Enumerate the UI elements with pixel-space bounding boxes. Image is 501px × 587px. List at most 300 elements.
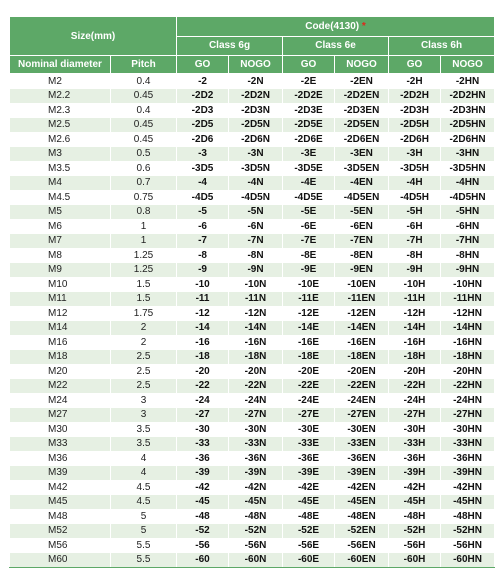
nominal-diameter-cell: M33: [10, 437, 111, 452]
6g-go-cell: -60: [177, 553, 229, 568]
6h-go-cell: -36H: [389, 451, 441, 466]
6g-nogo-cell: -36N: [229, 451, 283, 466]
6g-go-cell: -56: [177, 538, 229, 553]
6e-nogo-cell: -33EN: [335, 437, 389, 452]
6e-nogo-cell: -3D5EN: [335, 161, 389, 176]
table-row: [10, 306, 495, 321]
6h-nogo-cell: -30HN: [441, 422, 495, 437]
6h-nogo-cell: -2HN: [441, 74, 495, 89]
pitch-cell: 0.75: [111, 190, 177, 205]
class-6e-header: Class 6e: [283, 36, 389, 56]
6h-nogo-cell: -5HN: [441, 205, 495, 220]
6e-go-cell: -5E: [283, 205, 335, 220]
6h-go-cell: -52H: [389, 524, 441, 539]
6g-go-cell: -11: [177, 292, 229, 307]
6e-go-cell: -45E: [283, 495, 335, 510]
6h-go-cell: -60H: [389, 553, 441, 568]
6h-go-cell: -5H: [389, 205, 441, 220]
6e-go-cell: -52E: [283, 524, 335, 539]
pitch-cell: 4: [111, 466, 177, 481]
nominal-diameter-cell: M18: [10, 350, 111, 365]
6g-nogo-cell: -20N: [229, 364, 283, 379]
6e-go-cell: -39E: [283, 466, 335, 481]
6e-nogo-cell: -60EN: [335, 553, 389, 568]
6g-nogo-cell: -9N: [229, 263, 283, 278]
6g-go-cell: -24: [177, 393, 229, 408]
6e-nogo-cell: -2D6EN: [335, 132, 389, 147]
6g-go-cell: -2: [177, 74, 229, 89]
nominal-diameter-cell: M48: [10, 509, 111, 524]
table-row: [10, 89, 495, 104]
6e-go-cell: -60E: [283, 553, 335, 568]
nominal-diameter-cell: M42: [10, 480, 111, 495]
6g-go-cell: -33: [177, 437, 229, 452]
pitch-cell: 0.45: [111, 132, 177, 147]
6e-go-cell: -3D5E: [283, 161, 335, 176]
pitch-cell: 5: [111, 509, 177, 524]
pitch-cell: 3: [111, 393, 177, 408]
6h-nogo-cell: -39HN: [441, 466, 495, 481]
6h-nogo-cell: -4HN: [441, 176, 495, 191]
pitch-cell: 1.25: [111, 263, 177, 278]
nominal-diameter-cell: M56: [10, 538, 111, 553]
nominal-diameter-cell: M2.5: [10, 118, 111, 133]
pitch-cell: 0.6: [111, 161, 177, 176]
pitch-cell: 0.5: [111, 147, 177, 162]
6e-go-cell: -9E: [283, 263, 335, 278]
6g-go-cell: -39: [177, 466, 229, 481]
6e-go-cell: -27E: [283, 408, 335, 423]
6h-nogo-cell: -42HN: [441, 480, 495, 495]
6g-go-cell: -36: [177, 451, 229, 466]
table-row: [10, 277, 495, 292]
6h-go-cell: -48H: [389, 509, 441, 524]
6h-go-cell: -45H: [389, 495, 441, 510]
6e-nogo-cell: -7EN: [335, 234, 389, 249]
6e-nogo-cell: -3EN: [335, 147, 389, 162]
6h-nogo-cell: -24HN: [441, 393, 495, 408]
nominal-diameter-cell: M24: [10, 393, 111, 408]
6h-nogo-cell: -33HN: [441, 437, 495, 452]
pitch-cell: 0.4: [111, 103, 177, 118]
6e-nogo-cell: -9EN: [335, 263, 389, 278]
6g-nogo-cell: -52N: [229, 524, 283, 539]
table-header: [10, 17, 495, 74]
6e-nogo-cell: -39EN: [335, 466, 389, 481]
table-row: [10, 176, 495, 191]
6h-nogo-cell: -9HN: [441, 263, 495, 278]
6h-go-cell: -8H: [389, 248, 441, 263]
6e-go-cell: -2D6E: [283, 132, 335, 147]
6e-go-cell: -4E: [283, 176, 335, 191]
6g-go-cell: -3: [177, 147, 229, 162]
6h-go-cell: -20H: [389, 364, 441, 379]
6h-go-cell: -4D5H: [389, 190, 441, 205]
6e-go-cell: -42E: [283, 480, 335, 495]
6e-go-cell: -20E: [283, 364, 335, 379]
table-row: [10, 103, 495, 118]
pitch-cell: 0.4: [111, 74, 177, 89]
pitch-cell: 0.7: [111, 176, 177, 191]
table-body: [10, 74, 495, 568]
pitch-cell: 3.5: [111, 437, 177, 452]
6e-nogo-cell: -12EN: [335, 306, 389, 321]
pitch-cell: 5.5: [111, 553, 177, 568]
class-6g-header: Class 6g: [177, 36, 283, 56]
table-row: [10, 524, 495, 539]
6h-nogo-cell: -11HN: [441, 292, 495, 307]
6h-go-cell: -7H: [389, 234, 441, 249]
6h-nogo-cell: -3HN: [441, 147, 495, 162]
6e-go-cell: -4D5E: [283, 190, 335, 205]
6e-go-cell: -33E: [283, 437, 335, 452]
6h-nogo-cell: -56HN: [441, 538, 495, 553]
6e-go-cell: -2D2E: [283, 89, 335, 104]
6g-go-cell: -22: [177, 379, 229, 394]
6g-go-cell: -2D2: [177, 89, 229, 104]
6g-go-cell: -18: [177, 350, 229, 365]
6e-go-cell: -48E: [283, 509, 335, 524]
nominal-diameter-cell: M16: [10, 335, 111, 350]
6e-nogo-cell: -14EN: [335, 321, 389, 336]
6g-go-cell: -4: [177, 176, 229, 191]
table-row: [10, 379, 495, 394]
6e-go-cell: -56E: [283, 538, 335, 553]
6g-go-cell: -20: [177, 364, 229, 379]
6g-nogo-cell: -2D2N: [229, 89, 283, 104]
6e-nogo-cell: -42EN: [335, 480, 389, 495]
6h-go-cell: -33H: [389, 437, 441, 452]
table-row: [10, 553, 495, 568]
6e-go-cell: -8E: [283, 248, 335, 263]
6e-go-cell: -2D5E: [283, 118, 335, 133]
pitch-cell: 2.5: [111, 379, 177, 394]
table-row: [10, 161, 495, 176]
pitch-cell: 4: [111, 451, 177, 466]
table-row: [10, 408, 495, 423]
6g-nogo-cell: -6N: [229, 219, 283, 234]
6g-nogo-cell: -42N: [229, 480, 283, 495]
table-row: [10, 248, 495, 263]
6h-go-cell: -10H: [389, 277, 441, 292]
nominal-diameter-cell: M27: [10, 408, 111, 423]
6e-nogo-cell: -22EN: [335, 379, 389, 394]
6e-nogo-cell: -5EN: [335, 205, 389, 220]
6e-go-cell: -11E: [283, 292, 335, 307]
6h-nogo-cell: -22HN: [441, 379, 495, 394]
6g-go-cell: -30: [177, 422, 229, 437]
6e-nogo-cell: -6EN: [335, 219, 389, 234]
6e-nogo-cell: -18EN: [335, 350, 389, 365]
6h-nogo-cell: -3D5HN: [441, 161, 495, 176]
nominal-diameter-cell: M2.3: [10, 103, 111, 118]
nominal-diameter-cell: M11: [10, 292, 111, 307]
6e-nogo-cell: -2D2EN: [335, 89, 389, 104]
6g-nogo-cell: -27N: [229, 408, 283, 423]
6g-nogo-cell: -24N: [229, 393, 283, 408]
6g-nogo-cell: -14N: [229, 321, 283, 336]
6h-go-cell: -3H: [389, 147, 441, 162]
6h-nogo-cell: -52HN: [441, 524, 495, 539]
6h-nogo-cell: -8HN: [441, 248, 495, 263]
6h-go-cell: -18H: [389, 350, 441, 365]
nominal-diameter-cell: M12: [10, 306, 111, 321]
nominal-diameter-cell: M4.5: [10, 190, 111, 205]
pitch-cell: 5.5: [111, 538, 177, 553]
6e-nogo-cell: -45EN: [335, 495, 389, 510]
6h-go-cell: -39H: [389, 466, 441, 481]
6h-go-cell: -27H: [389, 408, 441, 423]
6g-nogo-cell: -11N: [229, 292, 283, 307]
6e-go-cell: -14E: [283, 321, 335, 336]
6e-nogo-cell: -4EN: [335, 176, 389, 191]
6h-go-cell: -56H: [389, 538, 441, 553]
6h-go-cell: -4H: [389, 176, 441, 191]
6g-go-cell: -7: [177, 234, 229, 249]
6g-nogo-cell: -4D5N: [229, 190, 283, 205]
6g-go-cell: -10: [177, 277, 229, 292]
table-row: [10, 205, 495, 220]
6e-nogo-cell: -2EN: [335, 74, 389, 89]
6e-nogo-cell: -36EN: [335, 451, 389, 466]
6g-nogo-cell: -48N: [229, 509, 283, 524]
6h-go-cell: -6H: [389, 219, 441, 234]
nominal-diameter-cell: M45: [10, 495, 111, 510]
6g-go-cell: -48: [177, 509, 229, 524]
6e-go-cell: -7E: [283, 234, 335, 249]
6h-go-cell: -12H: [389, 306, 441, 321]
6g-nogo-header: NOGO: [229, 56, 283, 74]
pitch-cell: 2.5: [111, 350, 177, 365]
table-row: [10, 335, 495, 350]
6g-go-header: GO: [177, 56, 229, 74]
pitch-cell: 4.5: [111, 495, 177, 510]
pitch-cell: 3: [111, 408, 177, 423]
6g-go-cell: -45: [177, 495, 229, 510]
6h-nogo-cell: -18HN: [441, 350, 495, 365]
6g-nogo-cell: -10N: [229, 277, 283, 292]
6e-nogo-header: NOGO: [335, 56, 389, 74]
6h-go-cell: -2D6H: [389, 132, 441, 147]
6h-go-header: GO: [389, 56, 441, 74]
6h-nogo-cell: -60HN: [441, 553, 495, 568]
pitch-cell: 1.25: [111, 248, 177, 263]
nominal-diameter-cell: M10: [10, 277, 111, 292]
nominal-diameter-cell: M4: [10, 176, 111, 191]
6e-nogo-cell: -8EN: [335, 248, 389, 263]
table-row: [10, 364, 495, 379]
6g-go-cell: -12: [177, 306, 229, 321]
6h-go-cell: -30H: [389, 422, 441, 437]
6e-go-cell: -2E: [283, 74, 335, 89]
6h-nogo-cell: -2D3HN: [441, 103, 495, 118]
6g-nogo-cell: -56N: [229, 538, 283, 553]
6e-nogo-cell: -56EN: [335, 538, 389, 553]
table-row: [10, 321, 495, 336]
6g-nogo-cell: -8N: [229, 248, 283, 263]
6g-nogo-cell: -2N: [229, 74, 283, 89]
6h-nogo-cell: -10HN: [441, 277, 495, 292]
6e-nogo-cell: -2D3EN: [335, 103, 389, 118]
nominal-diameter-cell: M9: [10, 263, 111, 278]
6h-go-cell: -14H: [389, 321, 441, 336]
6h-nogo-cell: -48HN: [441, 509, 495, 524]
6g-nogo-cell: -16N: [229, 335, 283, 350]
table-row: [10, 219, 495, 234]
6h-nogo-cell: -2D6HN: [441, 132, 495, 147]
6g-nogo-cell: -45N: [229, 495, 283, 510]
6h-go-cell: -2D3H: [389, 103, 441, 118]
6g-go-cell: -8: [177, 248, 229, 263]
6e-go-cell: -22E: [283, 379, 335, 394]
thread-gauge-table: [9, 16, 495, 568]
nominal-diameter-cell: M3: [10, 147, 111, 162]
6g-go-cell: -27: [177, 408, 229, 423]
6g-nogo-cell: -3D5N: [229, 161, 283, 176]
6h-go-cell: -22H: [389, 379, 441, 394]
6e-go-cell: -3E: [283, 147, 335, 162]
table-row: [10, 422, 495, 437]
nominal-diameter-cell: M3.5: [10, 161, 111, 176]
6e-go-cell: -6E: [283, 219, 335, 234]
pitch-cell: 2: [111, 335, 177, 350]
6e-go-cell: -16E: [283, 335, 335, 350]
6e-go-header: GO: [283, 56, 335, 74]
6g-nogo-cell: -2D6N: [229, 132, 283, 147]
thread-gauge-table-container: [9, 16, 491, 568]
table-row: [10, 234, 495, 249]
6h-go-cell: -16H: [389, 335, 441, 350]
6h-go-cell: -9H: [389, 263, 441, 278]
nominal-diameter-header: Nominal diameter: [10, 56, 111, 74]
6e-go-cell: -18E: [283, 350, 335, 365]
6h-nogo-cell: -2D2HN: [441, 89, 495, 104]
6g-go-cell: -2D6: [177, 132, 229, 147]
pitch-cell: 4.5: [111, 480, 177, 495]
6e-nogo-cell: -30EN: [335, 422, 389, 437]
6h-nogo-cell: -4D5HN: [441, 190, 495, 205]
nominal-diameter-cell: M2.2: [10, 89, 111, 104]
6g-go-cell: -5: [177, 205, 229, 220]
nominal-diameter-cell: M22: [10, 379, 111, 394]
6e-nogo-cell: -27EN: [335, 408, 389, 423]
table-row: [10, 74, 495, 89]
6g-go-cell: -3D5: [177, 161, 229, 176]
6h-nogo-cell: -12HN: [441, 306, 495, 321]
6g-nogo-cell: -22N: [229, 379, 283, 394]
6h-nogo-cell: -6HN: [441, 219, 495, 234]
table-row: [10, 132, 495, 147]
pitch-cell: 1: [111, 219, 177, 234]
nominal-diameter-cell: M39: [10, 466, 111, 481]
6h-go-cell: -24H: [389, 393, 441, 408]
6h-go-cell: -3D5H: [389, 161, 441, 176]
6g-nogo-cell: -3N: [229, 147, 283, 162]
table-row: [10, 118, 495, 133]
pitch-cell: 0.45: [111, 89, 177, 104]
table-row: [10, 292, 495, 307]
table-row: [10, 466, 495, 481]
6g-go-cell: -2D5: [177, 118, 229, 133]
pitch-cell: 2.5: [111, 364, 177, 379]
nominal-diameter-cell: M5: [10, 205, 111, 220]
6e-nogo-cell: -20EN: [335, 364, 389, 379]
nominal-diameter-cell: M30: [10, 422, 111, 437]
6g-nogo-cell: -18N: [229, 350, 283, 365]
6g-nogo-cell: -60N: [229, 553, 283, 568]
nominal-diameter-cell: M2.6: [10, 132, 111, 147]
6h-nogo-cell: -36HN: [441, 451, 495, 466]
nominal-diameter-cell: M8: [10, 248, 111, 263]
6g-go-cell: -4D5: [177, 190, 229, 205]
6g-nogo-cell: -33N: [229, 437, 283, 452]
6g-nogo-cell: -7N: [229, 234, 283, 249]
6e-nogo-cell: -2D5EN: [335, 118, 389, 133]
6e-go-cell: -24E: [283, 393, 335, 408]
pitch-cell: 5: [111, 524, 177, 539]
6g-go-cell: -2D3: [177, 103, 229, 118]
6e-go-cell: -36E: [283, 451, 335, 466]
6g-nogo-cell: -5N: [229, 205, 283, 220]
6g-go-cell: -6: [177, 219, 229, 234]
6e-go-cell: -2D3E: [283, 103, 335, 118]
nominal-diameter-cell: M36: [10, 451, 111, 466]
table-row: [10, 495, 495, 510]
pitch-header: Pitch: [111, 56, 177, 74]
nominal-diameter-cell: M2: [10, 74, 111, 89]
table-row: [10, 263, 495, 278]
6h-nogo-cell: -20HN: [441, 364, 495, 379]
nominal-diameter-cell: M14: [10, 321, 111, 336]
size-header: Size(mm): [10, 17, 177, 56]
table-row: [10, 480, 495, 495]
6g-nogo-cell: -2D5N: [229, 118, 283, 133]
pitch-cell: 1.5: [111, 292, 177, 307]
6e-nogo-cell: -24EN: [335, 393, 389, 408]
pitch-cell: 3.5: [111, 422, 177, 437]
6e-go-cell: -30E: [283, 422, 335, 437]
pitch-cell: 1.5: [111, 277, 177, 292]
6e-nogo-cell: -10EN: [335, 277, 389, 292]
nominal-diameter-cell: M60: [10, 553, 111, 568]
6g-nogo-cell: -39N: [229, 466, 283, 481]
class-6h-header: Class 6h: [389, 36, 495, 56]
table-row: [10, 393, 495, 408]
6g-nogo-cell: -4N: [229, 176, 283, 191]
6e-nogo-cell: -16EN: [335, 335, 389, 350]
6h-nogo-header: NOGO: [441, 56, 495, 74]
6h-go-cell: -11H: [389, 292, 441, 307]
6e-nogo-cell: -48EN: [335, 509, 389, 524]
code-star: *: [361, 20, 366, 32]
table-row: [10, 509, 495, 524]
6g-nogo-cell: -12N: [229, 306, 283, 321]
6h-nogo-cell: -27HN: [441, 408, 495, 423]
pitch-cell: 1.75: [111, 306, 177, 321]
table-row: [10, 451, 495, 466]
6h-go-cell: -42H: [389, 480, 441, 495]
6h-go-cell: -2D2H: [389, 89, 441, 104]
6g-nogo-cell: -30N: [229, 422, 283, 437]
6h-go-cell: -2H: [389, 74, 441, 89]
6e-go-cell: -10E: [283, 277, 335, 292]
nominal-diameter-cell: M7: [10, 234, 111, 249]
code-header-label: Code(4130): [305, 20, 360, 32]
6g-go-cell: -42: [177, 480, 229, 495]
table-row: [10, 147, 495, 162]
pitch-cell: 1: [111, 234, 177, 249]
6h-nogo-cell: -2D5HN: [441, 118, 495, 133]
